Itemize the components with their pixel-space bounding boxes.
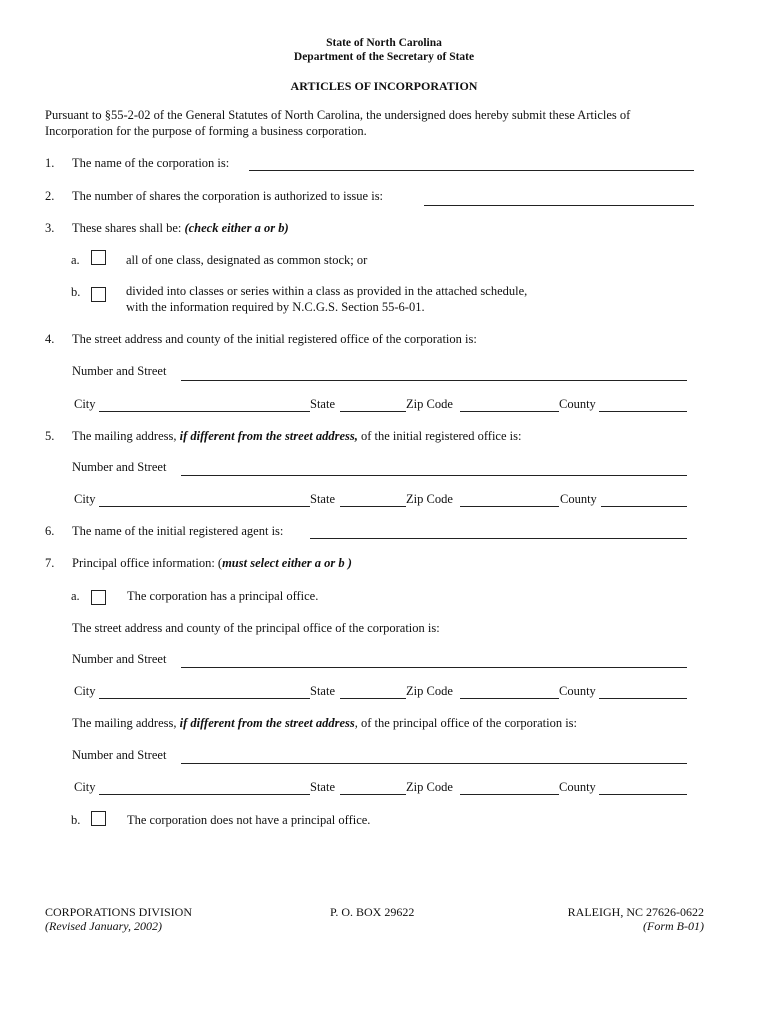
item-7b-label: b. (71, 813, 81, 827)
item-7-pre: Principal office information: ( (72, 556, 223, 570)
footer-division: CORPORATIONS DIVISION (45, 905, 193, 919)
item-1-label: The name of the corporation is: (72, 156, 230, 170)
item-4-city-field[interactable] (99, 411, 310, 412)
item-5-number: 5. (45, 429, 55, 443)
item-7a-text: The corporation has a principal office. (127, 589, 319, 603)
principal-mailing-zip-label: Zip Code (406, 780, 453, 794)
principal-state-label: State (310, 684, 335, 698)
item-5-county-label: County (560, 492, 597, 506)
principal-city-label: City (74, 684, 96, 698)
shares-authorized-field[interactable] (424, 205, 694, 206)
footer-po-box: P. O. BOX 29622 (330, 905, 415, 919)
principal-state-field[interactable] (340, 698, 406, 699)
item-3b-label: b. (71, 285, 81, 299)
item-4-city-label: City (74, 397, 96, 411)
item-3a-label: a. (71, 253, 80, 267)
intro-line-2: Incorporation for the purpose of forming a business corporation. (45, 124, 367, 138)
item-5-state-field[interactable] (340, 506, 406, 507)
item-3-text: These shares shall be: (72, 221, 185, 235)
principal-zip-field[interactable] (460, 698, 559, 699)
item-7-emphasis: must select either a or b (222, 556, 345, 570)
item-2-number: 2. (45, 189, 55, 203)
item-6-number: 6. (45, 524, 55, 538)
item-7a-label: a. (71, 589, 80, 603)
principal-mailing-county-label: County (559, 780, 596, 794)
item-6-label: The name of the initial registered agent is: (72, 524, 284, 538)
principal-mailing-label (72, 716, 577, 731)
footer-city: RALEIGH, NC 27626-0622 (567, 905, 704, 919)
item-2-label: The number of shares the corporation is authorized to issue is: (72, 189, 384, 203)
principal-number-street-label: Number and Street (72, 652, 167, 666)
principal-mailing-number-street-label: Number and Street (72, 748, 167, 762)
item-4-number-street-label: Number and Street (72, 364, 167, 378)
principal-mailing-post: , of the principal office of the corporation is: (354, 716, 577, 730)
header-department: Department of the Secretary of State (293, 51, 475, 63)
item-7b-checkbox[interactable] (91, 811, 106, 826)
item-4-zip-label: Zip Code (406, 397, 453, 411)
header-state: State of North Carolina (326, 37, 442, 49)
item-5-emphasis: if different from the street address, (179, 429, 358, 443)
item-4-state-field[interactable] (340, 411, 406, 412)
form-title: ARTICLES OF INCORPORATION (290, 79, 478, 93)
item-4-number: 4. (45, 332, 55, 346)
intro-line-1: Pursuant to §55-2-02 of the General Statutes of North Carolina, the undersigned does hereby submit these Articles of (45, 108, 631, 122)
principal-number-street-field[interactable] (181, 667, 687, 668)
principal-mailing-number-street-field[interactable] (181, 763, 687, 764)
item-3-label (72, 221, 289, 236)
item-3-number: 3. (45, 221, 55, 235)
item-7-label (72, 556, 352, 571)
registered-agent-field[interactable] (310, 538, 687, 539)
footer-revised: (Revised January, 2002) (45, 919, 162, 933)
item-7-post: ) (344, 556, 352, 570)
item-1-number: 1. (45, 156, 55, 170)
item-5-number-street-label: Number and Street (72, 460, 167, 474)
principal-mailing-state-label: State (310, 780, 335, 794)
principal-mailing-county-field[interactable] (599, 794, 687, 795)
item-4-zip-field[interactable] (460, 411, 559, 412)
item-4-county-label: County (559, 397, 596, 411)
item-3b-text-2: with the information required by N.C.G.S. Section 55-6-01. (126, 300, 425, 314)
principal-city-field[interactable] (99, 698, 310, 699)
principal-county-label: County (559, 684, 596, 698)
principal-mailing-emphasis: if different from the street address (179, 716, 355, 730)
corporation-name-field[interactable] (249, 170, 694, 171)
item-3b-text-1: divided into classes or series within a class as provided in the attached schedule, (126, 284, 528, 298)
item-4-number-street-field[interactable] (181, 380, 687, 381)
item-3b-checkbox[interactable] (91, 287, 106, 302)
item-3-note: (check either a or b) (184, 221, 289, 235)
principal-street-label: The street address and county of the principal office of the corporation is: (72, 621, 440, 635)
item-5-label (72, 429, 521, 444)
item-5-city-field[interactable] (99, 506, 310, 507)
item-5-county-field[interactable] (601, 506, 687, 507)
item-3a-text: all of one class, designated as common stock; or (126, 253, 368, 267)
item-5-pre: The mailing address, (72, 429, 180, 443)
item-4-county-field[interactable] (599, 411, 687, 412)
item-7a-checkbox[interactable] (91, 590, 106, 605)
item-7b-text: The corporation does not have a principal office. (127, 813, 371, 827)
principal-county-field[interactable] (599, 698, 687, 699)
footer-form-number: (Form B-01) (643, 919, 704, 933)
principal-zip-label: Zip Code (406, 684, 453, 698)
item-4-state-label: State (310, 397, 335, 411)
item-4-label: The street address and county of the initial registered office of the corporation is: (72, 332, 477, 346)
item-5-post: of the initial registered office is: (357, 429, 522, 443)
item-5-city-label: City (74, 492, 96, 506)
item-5-zip-label: Zip Code (406, 492, 453, 506)
principal-mailing-zip-field[interactable] (460, 794, 559, 795)
item-5-state-label: State (310, 492, 335, 506)
principal-mailing-city-label: City (74, 780, 96, 794)
item-5-zip-field[interactable] (460, 506, 559, 507)
item-5-number-street-field[interactable] (181, 475, 687, 476)
principal-mailing-pre: The mailing address, (72, 716, 180, 730)
principal-mailing-state-field[interactable] (340, 794, 406, 795)
principal-mailing-city-field[interactable] (99, 794, 310, 795)
item-3a-checkbox[interactable] (91, 250, 106, 265)
item-7-number: 7. (45, 556, 55, 570)
